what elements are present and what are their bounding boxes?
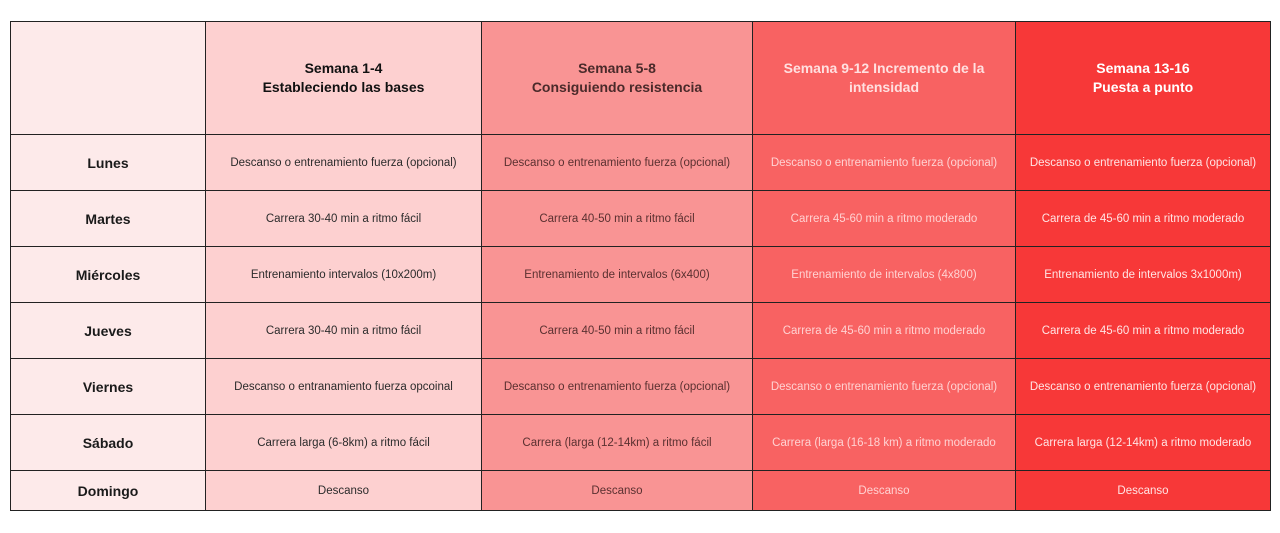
table-cell: Descanso <box>1016 471 1271 511</box>
table-cell: Carrera larga (12-14km) a ritmo moderado <box>1016 415 1271 471</box>
table-cell: Descanso o entrenamiento fuerza (opcional) <box>206 135 482 191</box>
table-cell: Entrenamiento de intervalos 3x1000m) <box>1016 247 1271 303</box>
table-cell: Carrera de 45-60 min a ritmo moderado <box>753 303 1016 359</box>
column-header-title: Semana 1-4 <box>304 60 383 76</box>
table-cell: Carrera 40-50 min a ritmo fácil <box>482 191 753 247</box>
table-cell: Descanso o entrenamiento fuerza (opcional) <box>753 359 1016 415</box>
table-cell: Descanso o entrenamiento fuerza (opcional) <box>753 135 1016 191</box>
table-cell: Carrera 40-50 min a ritmo fácil <box>482 303 753 359</box>
table-row-jueves <box>11 303 1271 359</box>
row-header-day: Jueves <box>11 303 206 359</box>
table-cell: Descanso o entrenamiento fuerza (opcional) <box>1016 135 1271 191</box>
table-cell: Descanso o entrenamiento fuerza (opcional) <box>482 135 753 191</box>
row-header-day: Martes <box>11 191 206 247</box>
row-header-day: Domingo <box>11 471 206 511</box>
row-header-day: Miércoles <box>11 247 206 303</box>
table-cell: Carrera larga (6-8km) a ritmo fácil <box>206 415 482 471</box>
table-row-sabado <box>11 415 1271 471</box>
table-cell: Descanso o entrenamiento fuerza (opcional) <box>482 359 753 415</box>
corner-cell <box>11 22 206 135</box>
table-cell: Descanso <box>206 471 482 511</box>
column-header-title: Semana 5-8 <box>578 60 656 76</box>
table-row-domingo <box>11 471 1271 511</box>
column-header-title: Semana 9-12 Incremento de la <box>783 60 985 76</box>
table-row-martes <box>11 191 1271 247</box>
table-cell: Descanso <box>482 471 753 511</box>
column-header-week-5-8 <box>482 22 753 135</box>
table-cell: Carrera (larga (16-18 km) a ritmo moderado <box>753 415 1016 471</box>
table-row-lunes <box>11 135 1271 191</box>
column-header-subtitle: intensidad <box>848 79 919 95</box>
column-header-week-1-4 <box>206 22 482 135</box>
training-plan-table <box>10 21 1271 511</box>
table-cell: Descanso o entrenamiento fuerza (opcional) <box>1016 359 1271 415</box>
table-cell: Carrera (larga (12-14km) a ritmo fácil <box>482 415 753 471</box>
column-header-subtitle: Estableciendo las bases <box>262 79 425 95</box>
table-row-viernes <box>11 359 1271 415</box>
table-cell: Carrera 45-60 min a ritmo moderado <box>753 191 1016 247</box>
column-header-week-13-16 <box>1016 22 1271 135</box>
header-row <box>11 22 1271 135</box>
column-header-week-9-12 <box>753 22 1016 135</box>
table-cell: Carrera 30-40 min a ritmo fácil <box>206 303 482 359</box>
table-cell: Carrera de 45-60 min a ritmo moderado <box>1016 191 1271 247</box>
column-header-title: Semana 13-16 <box>1096 60 1190 76</box>
table-row-miercoles <box>11 247 1271 303</box>
table-cell: Carrera de 45-60 min a ritmo moderado <box>1016 303 1271 359</box>
table-cell: Carrera 30-40 min a ritmo fácil <box>206 191 482 247</box>
column-header-subtitle: Puesta a punto <box>1092 79 1194 95</box>
table-cell: Descanso <box>753 471 1016 511</box>
table-cell: Entrenamiento intervalos (10x200m) <box>206 247 482 303</box>
row-header-day: Sábado <box>11 415 206 471</box>
table-cell: Entrenamiento de intervalos (6x400) <box>482 247 753 303</box>
row-header-day: Lunes <box>11 135 206 191</box>
table-cell: Entrenamiento de intervalos (4x800) <box>753 247 1016 303</box>
row-header-day: Viernes <box>11 359 206 415</box>
table-cell: Descanso o entranamiento fuerza opcoinal <box>206 359 482 415</box>
column-header-subtitle: Consiguiendo resistencia <box>531 79 703 95</box>
